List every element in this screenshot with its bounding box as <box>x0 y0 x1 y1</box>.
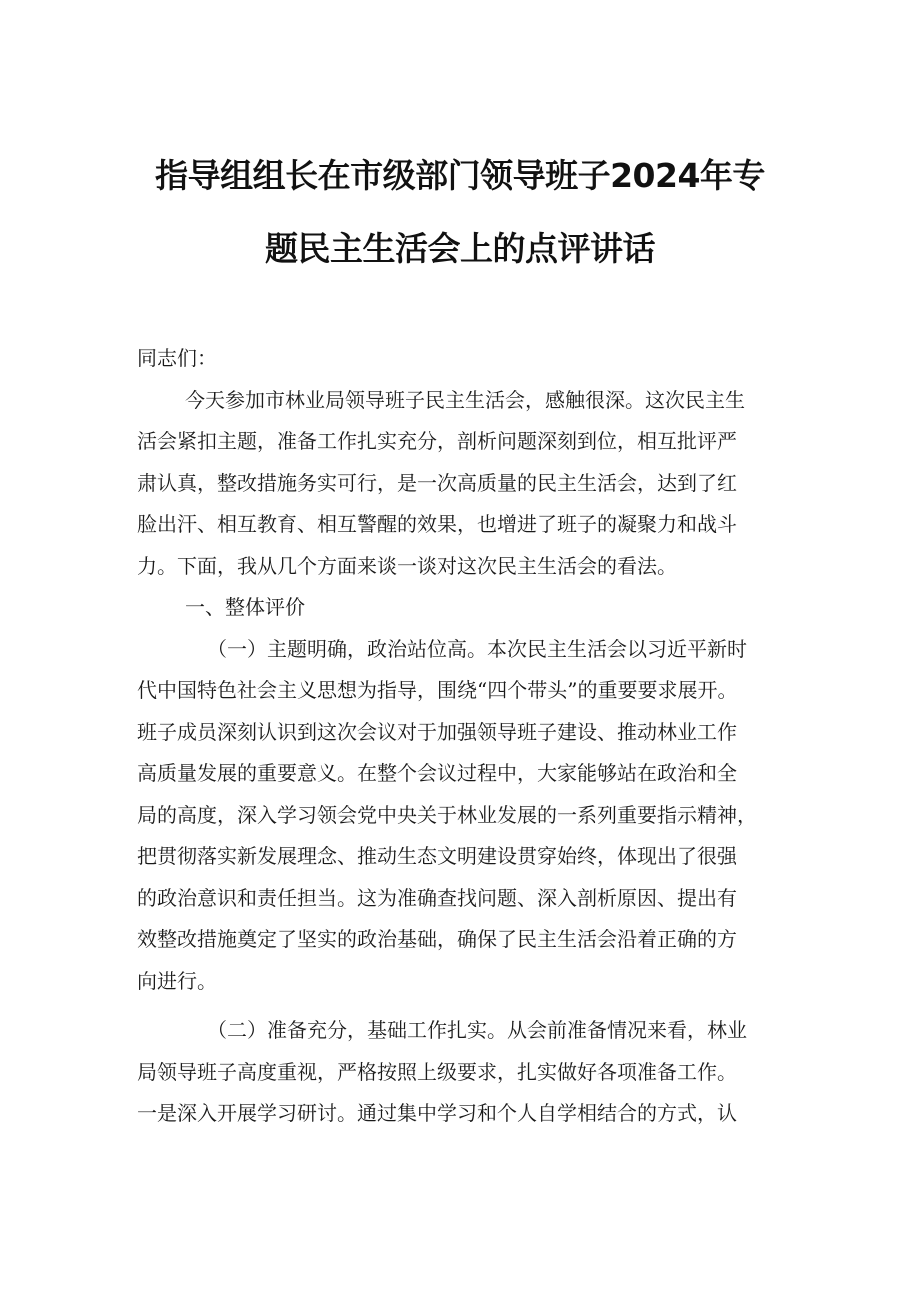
paragraph-line: 力。下面，我从几个方面来谈一谈对这次民主生活会的看法。 <box>137 553 677 578</box>
paragraph-preparation <box>137 1010 797 1135</box>
salutation: 同志们： <box>137 346 217 370</box>
paragraph-line: 效整改措施奠定了坚实的政治基础，确保了民主生活会沿着正确的方 <box>137 927 737 951</box>
document-title-line-2: 题民主生活会上的点评讲话 <box>265 229 655 268</box>
paragraph-line: （二）准备充分，基础工作扎实。从会前准备情况来看，林业 <box>207 1018 747 1042</box>
paragraph-line: 代中国特色社会主义思想为指导，围绕“四个带头”的重要要求展开。 <box>137 678 738 702</box>
paragraph-line: 高质量发展的重要意义。在整个会议过程中，大家能够站在政治和全 <box>137 761 737 785</box>
document-body <box>137 338 797 1135</box>
paragraph-line: 脸出汗、相互教育、相互警醒的效果，也增进了班子的凝聚力和战斗 <box>137 512 737 536</box>
paragraph-line: 局领导班子高度重视，严格按照上级要求，扎实做好各项准备工作。 <box>137 1059 737 1084</box>
paragraph-theme <box>137 629 797 1003</box>
paragraph-line: 今天参加市林业局领导班子民主生活会，感触很深。这次民主生 <box>185 387 745 412</box>
paragraph-line: 一是深入开展学习研讨。通过集中学习和个人自学相结合的方式，认 <box>137 1101 737 1125</box>
paragraph-line: （一）主题明确，政治站位高。本次民主生活会以习近平新时 <box>207 636 747 661</box>
paragraph-line: 把贯彻落实新发展理念、推动生态文明建设贯穿始终，体现出了很强 <box>137 844 737 868</box>
paragraph-line: 向进行。 <box>137 968 217 993</box>
paragraph-line: 班子成员深刻认识到这次会议对于加强领导班子建设、推动林业工作 <box>137 719 737 744</box>
paragraph-line: 肃认真，整改措施务实可行，是一次高质量的民主生活会，达到了红 <box>137 470 737 495</box>
section-heading: 一、整体评价 <box>185 595 305 619</box>
document-title-line-1: 指导组组长在市级部门领导班子2024年专 <box>155 156 765 195</box>
paragraph-intro <box>137 380 797 588</box>
paragraph-line: 局的高度，深入学习领会党中央关于林业发展的一系列重要指示精神， <box>137 802 757 827</box>
paragraph-gap <box>137 1002 797 1010</box>
paragraph-line: 的政治意识和责任担当。这为准确查找问题、深入剖析原因、提出有 <box>137 885 737 910</box>
paragraph-line: 活会紧扣主题，准备工作扎实充分，剖析问题深刻到位，相互批评严 <box>137 429 737 453</box>
